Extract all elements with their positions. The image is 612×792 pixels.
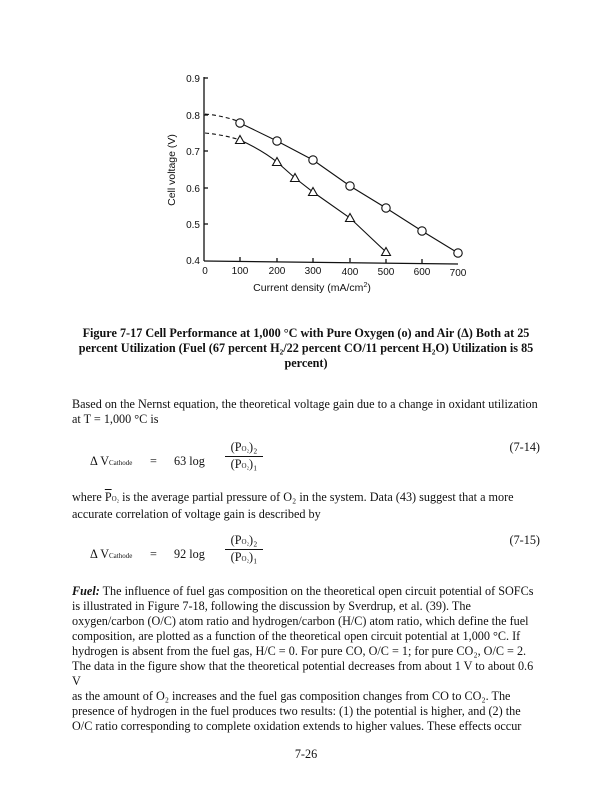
figure-7-17-chart (150, 60, 480, 305)
svg-text:0.4: 0.4 (186, 256, 200, 267)
svg-text:600: 600 (413, 267, 431, 278)
svg-text:0.8: 0.8 (186, 111, 200, 122)
equation-7-15 (90, 533, 540, 577)
figure-caption (72, 326, 540, 371)
caption-line-1: Figure 7-17 Cell Performance at 1,000 °C with Pure Oxygen (o) and Air (Δ) Both at 25 (82, 326, 530, 340)
eq-coefficient: 92 log (174, 547, 205, 561)
caption-line-2: percent Utilization (Fuel (67 percent H₂/22 percent CO/11 percent H₂O) Utilization is 85 (78, 341, 534, 355)
paragraph-line: at T = 1,000 °C is (72, 412, 159, 426)
paragraph-line: O/C ratio corresponding to complete oxidation extends to higher values. These effects occur (72, 719, 522, 733)
paragraph-line: Based on the Nernst equation, the theoretical voltage gain due to a change in oxidant utilization (72, 397, 538, 411)
paragraph-line: where $\overline{P}O_2$ is the average partial pressure of O₂ in the system. Data (43) suggest that a more (72, 490, 514, 504)
y-tick-labels (186, 74, 200, 267)
equation-7-14 (90, 440, 540, 484)
svg-text:700: 700 (449, 268, 467, 279)
paragraph-fuel (72, 584, 542, 734)
paragraph-line: Fuel: The influence of fuel gas composition on the theoretical open circuit potential of SOFCs (72, 584, 534, 598)
paragraph-nernst (72, 397, 542, 427)
y-axis-label: Cell voltage (V) (166, 134, 178, 206)
svg-text:300: 300 (304, 266, 322, 277)
eq-coefficient: 63 log (174, 454, 205, 468)
eq-equals: = (150, 547, 157, 561)
svg-text:0: 0 (202, 266, 208, 277)
svg-text:0.6: 0.6 (186, 184, 200, 195)
paragraph-where (72, 490, 542, 522)
eq-fraction: $\frac{\text{(PO₂)₂}}{\text{(PO₂)₁}}$ (225, 440, 263, 472)
series-pure-oxygen (205, 114, 462, 257)
svg-text:400: 400 (341, 267, 359, 278)
eq-lhs: Δ VCathode (90, 547, 133, 561)
chart-svg (150, 60, 480, 305)
svg-text:0.5: 0.5 (186, 220, 200, 231)
paragraph-line: is illustrated in Figure 7-18, following the discussion by Sverdrup, et al. (39). The (72, 599, 471, 613)
page-number: 7-26 (294, 747, 318, 761)
eq-lhs: Δ VCathode (90, 454, 133, 468)
paragraph-line: as the amount of O₂ increases and the fuel gas composition changes from CO to CO₂. The (72, 689, 511, 703)
paragraph-line: composition, are plotted as a function of the theoretical open circuit potential at 1,000 °C. If (72, 629, 521, 643)
paragraph-line: accurate correlation of voltage gain is described by (72, 507, 321, 521)
x-tick-labels (202, 266, 467, 279)
paragraph-line: The data in the figure show that the theoretical potential decreases from about 1 V to about 0.6 V (72, 659, 534, 688)
x-axis-label: Current density $(mA/cm^2)$ (253, 282, 371, 294)
paragraph-line: hydrogen is absent from the fuel gas, H/C = 0. For pure CO, O/C = 1; for pure CO₂, O/C = 2. (72, 644, 527, 658)
caption-line-3: percent) (284, 356, 328, 370)
equation-number: (7-14) (509, 440, 540, 454)
eq-equals: = (150, 454, 157, 468)
paragraph-line: oxygen/carbon (O/C) atom ratio and hydrogen/carbon (H/C) atom ratio, which define the fuel (72, 614, 529, 628)
svg-text:100: 100 (231, 266, 249, 277)
svg-text:0.9: 0.9 (186, 74, 200, 85)
paragraph-line: presence of hydrogen in the fuel produces two results: (1) the potential is higher, and (2) the (72, 704, 521, 718)
svg-text:500: 500 (377, 267, 395, 278)
equation-number: (7-15) (509, 533, 540, 547)
axes (204, 77, 458, 264)
eq-fraction: $\frac{\text{(PO₂)₂}}{\text{(PO₂)₁}}$ (225, 533, 263, 565)
svg-text:0.7: 0.7 (186, 147, 200, 158)
svg-text:200: 200 (268, 266, 286, 277)
